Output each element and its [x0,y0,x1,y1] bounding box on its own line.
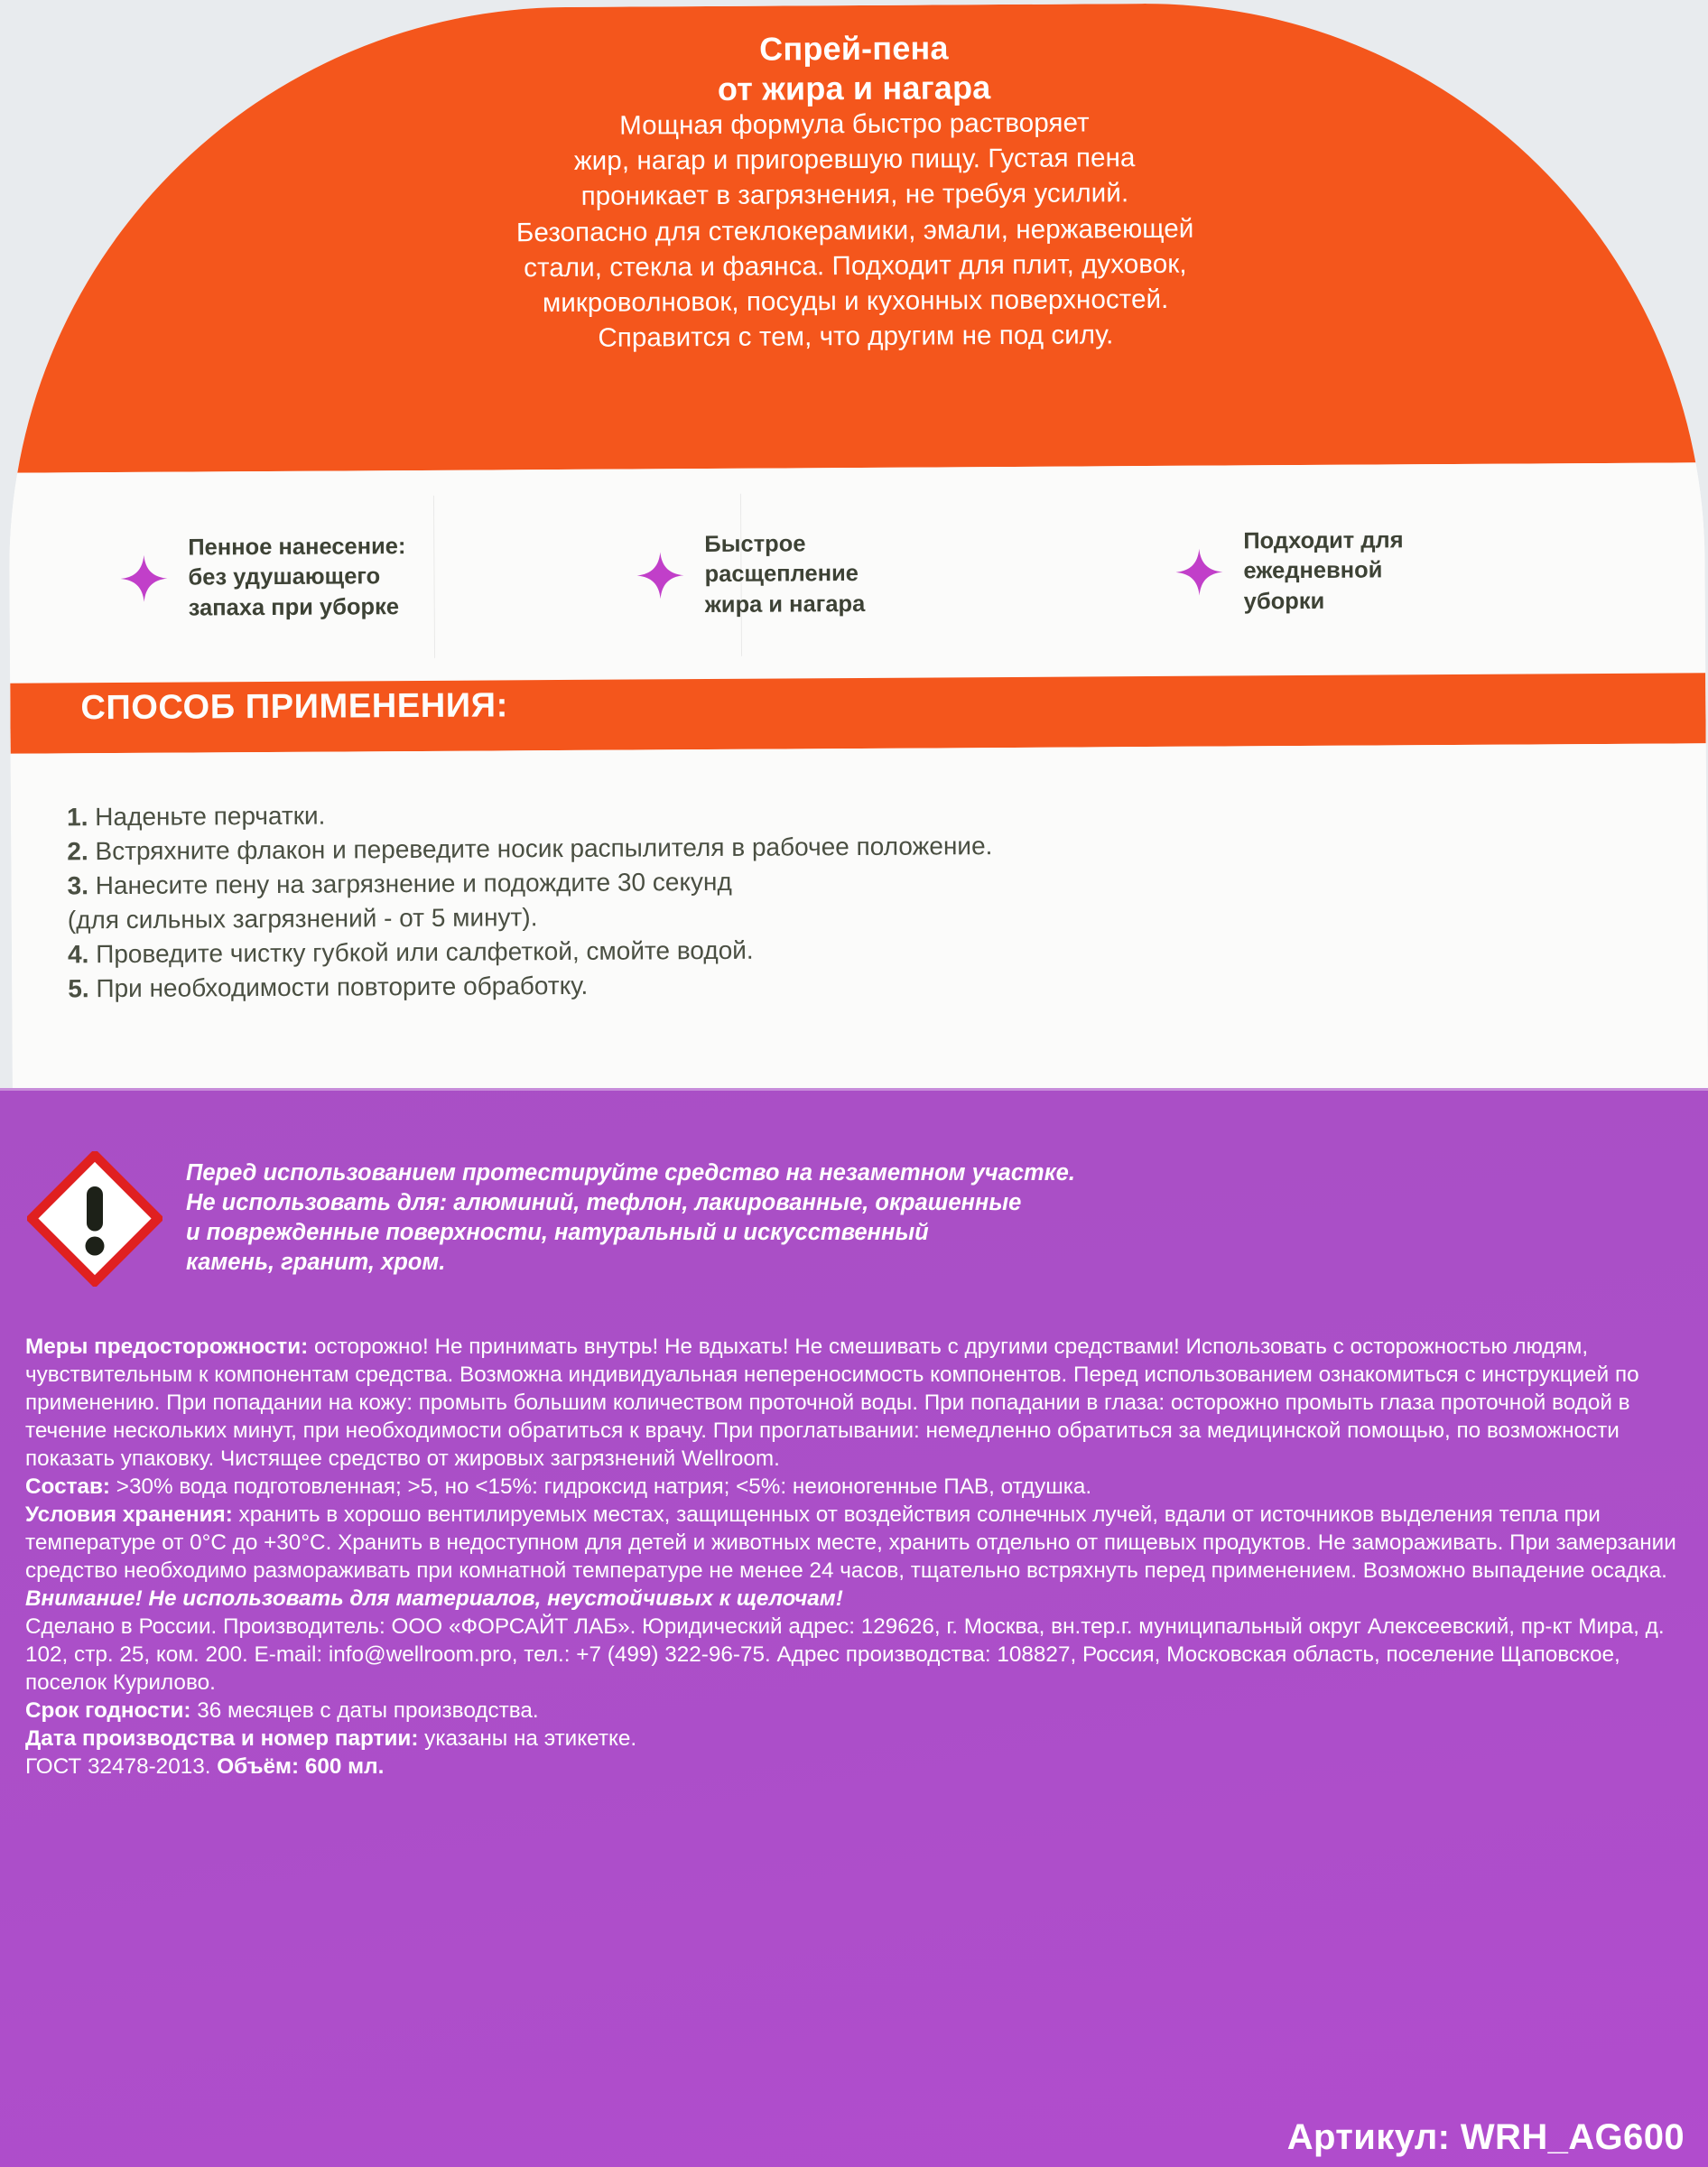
feature-line: запаха при уборке [188,593,400,621]
step-text: (для сильных загрязнений - от 5 минут). [67,902,538,935]
batch-label: Дата производства и номер партии: [25,1725,419,1751]
description-line: проникает в загрязнения, не требуя усилий. [580,178,1129,212]
composition-paragraph [25,1474,1686,1502]
storage-text: хранить в хорошо вентилируемых местах, защищенных от воздействия солнечных лучей, вдали от источников выделения тепла при температуре от 0°С до +30°С. Хранить в недоступном для детей и животных месте, хранить отдельно от пищевых продуктов. Не замораживать. При замерзании средство необходимо размораживать при комнатной температуре не менее 24 часов, тщательно встряхнуть перед применением. Возможно выпадение осадка. [25,1502,1676,1583]
feature-item-daily-use [1162,525,1705,618]
feature-list [9,470,1705,678]
precautions-label: Меры предосторожности: [25,1335,309,1359]
warning-line: камень, гранит, хром. [186,1250,446,1276]
feature-line: Быстрое [704,531,806,558]
description-line: стали, стекла и фаянса. Подходит для плит, духовок, [524,248,1187,284]
safety-panel [0,1088,1708,2167]
product-title-line2: от жира и нагара [717,69,991,107]
feature-label [1243,526,1404,618]
step-text: Проведите чистку губкой или салфеткой, смойте водой. [96,935,754,968]
description-line: жир, нагар и пригоревшую пищу. Густая пена [573,143,1136,177]
step-number: 5. [68,973,89,1003]
feature-line: жира и нагара [704,591,866,618]
warning-line: Не использовать для: алюминий, тефлон, лакированные, окрашенные [186,1190,1022,1216]
gost-paragraph [25,1753,1686,1781]
storage-label: Условия хранения: [25,1502,233,1527]
feature-line: Подходит для [1243,527,1404,554]
warning-line: Перед использованием протестируйте средство на незаметном участке. [186,1160,1075,1186]
product-description [6,101,1703,359]
precautions-paragraph [25,1334,1686,1474]
volume-value: 600 мл. [299,1753,385,1779]
description-line: Мощная формула быстро растворяет [619,107,1090,141]
shelf-life-paragraph [25,1697,1686,1725]
step-number: 1. [67,803,88,832]
shelf-life-text: 36 месяцев с даты производства. [190,1697,539,1723]
manufacturer-paragraph: Сделано в России. Производитель: ООО «ФОРСАЙТ ЛАБ». Юридический адрес: 129626, г. Москва, вн.тер.г. муниципальный округ Алексеевский, пр-кт Мира, д. 102, стр. 25, ком. 200. E-mail: info@wellroom.pro, тел.: +7 (499) 322-96-75. Адрес производства: 108827, Россия, Московская область, поселение Щаповское, поселок Курилово. [25,1614,1665,1695]
label-top-card [6,0,1708,1098]
volume-label: Объём: [217,1753,300,1779]
feature-item-fast-breakdown [619,527,1163,620]
feature-line: без удушающего [188,563,381,591]
gost-text: ГОСТ 32478-2013. [25,1753,218,1779]
feature-line: ежедневной [1243,557,1383,584]
warning-line: и поврежденные поверхности, натуральный и искусственный [186,1220,929,1246]
feature-line: уборки [1243,588,1325,614]
feature-label [704,529,865,620]
step-text: Встряхните флакон и переведите носик распылителя в рабочее положение. [95,832,993,866]
sparkle-icon [636,551,684,600]
step-text: Нанесите пену на загрязнение и подождите 30 секунд [95,867,732,900]
step-number: 2. [67,837,88,866]
feature-line: расщепление [704,561,859,588]
step-number: 4. [67,939,89,969]
warning-text [186,1149,1075,1279]
batch-paragraph [25,1725,1686,1753]
description-line: Справится с тем, что другим не под силу. [598,320,1114,354]
hazard-exclamation-icon [27,1151,162,1287]
composition-text: >30% вода подготовленная; >5, но <15%: гидроксид натрия; <5%: неионогенные ПАВ, отдушка. [110,1474,1092,1499]
precautions-text: осторожно! Не принимать внутрь! Не вдыхать! Не смешивать с другими средствами! Использовать с осторожностью людям, чувствительным к компонентам средства. Возможна индивидуальная непереносимость компонентов. Перед использованием ознакомиться с инструкцией по применению. При попадании на кожу: промыть большим количеством проточной воды. При попадании в глаза: осторожно промыть глаза проточной водой в течение нескольких минут, при необходимости обратиться к врачу. При проглатывании: немедленно обратиться за медицинской помощью, по возможности показать упаковку. Чистящее средство от жировых загрязнений Wellroom. [25,1335,1639,1471]
product-title-line1: Спрей-пена [759,29,949,68]
product-title [6,23,1703,113]
step-text: При необходимости повторите обработку. [96,971,589,1002]
shelf-life-label: Срок годности: [25,1697,191,1723]
fine-print [25,1334,1686,1781]
step-text: Наденьте перчатки. [95,801,326,832]
composition-label: Состав: [25,1474,111,1499]
sparkle-icon [119,554,168,603]
description-line: микроволновок, посуды и кухонных поверхностей. [542,284,1169,319]
step-number: 3. [67,871,89,900]
attention-note: Внимание! Не использовать для материалов, неустойчивых к щелочам! [25,1586,843,1611]
feature-item-foam-application [9,531,620,625]
feature-line: Пенное нанесение: [188,534,406,561]
batch-text: указаны на этикетке. [418,1725,637,1751]
warning-block [27,1149,1679,1287]
article-number: Артикул: WRH_AG600 [1286,2117,1685,2157]
sparkle-icon [1174,548,1223,597]
usage-heading: СПОСОБ ПРИМЕНЕНИЯ: [80,686,509,728]
usage-steps [67,793,1332,1006]
description-line: Безопасно для стеклокерамики, эмали, нержавеющей [515,213,1194,248]
feature-label [188,532,406,623]
storage-paragraph [25,1502,1686,1614]
